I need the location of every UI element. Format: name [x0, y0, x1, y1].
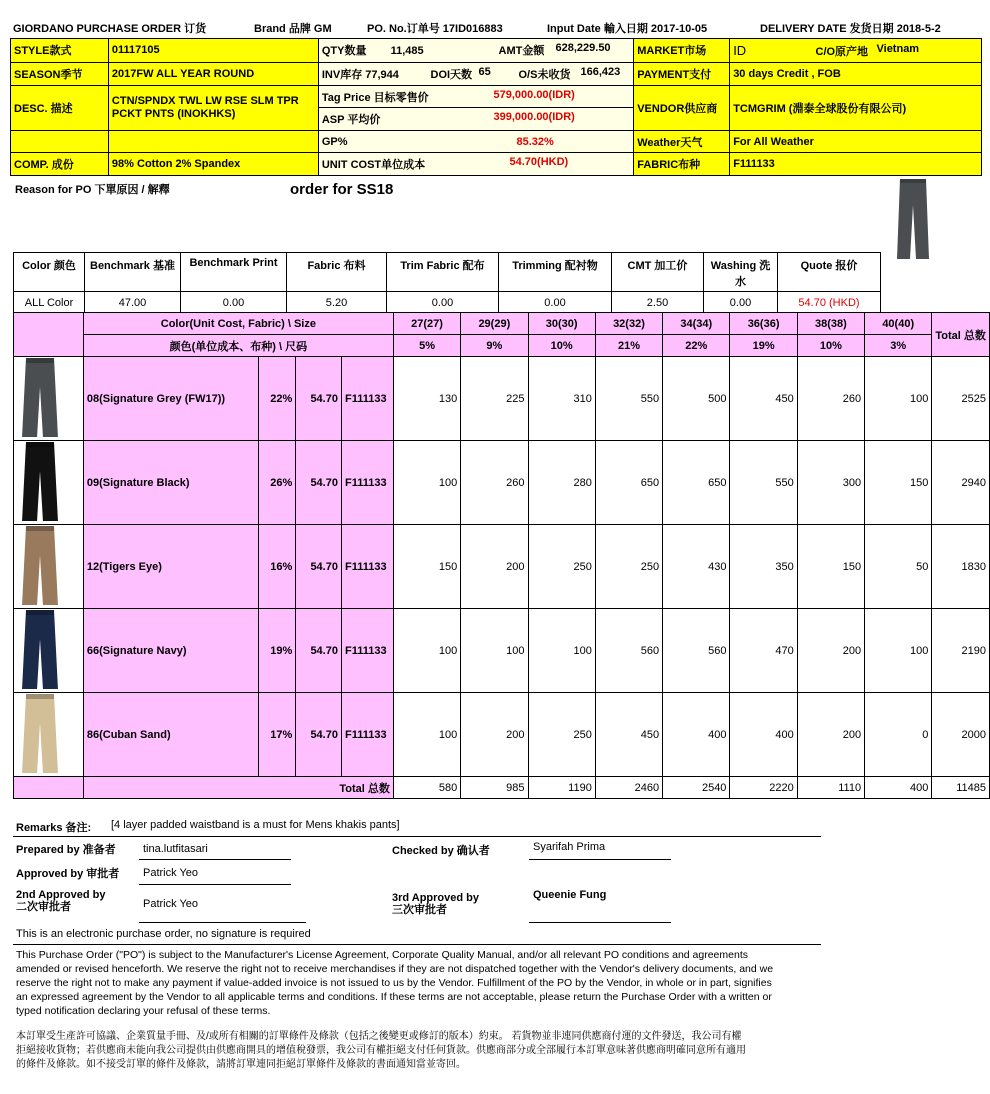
- co-value: Vietnam: [876, 42, 920, 55]
- inv-value: 77,944: [365, 68, 399, 81]
- size-pct-36: 19%: [730, 335, 797, 357]
- style-value: 01117105: [108, 39, 318, 63]
- qty-cell: 450: [730, 357, 797, 441]
- qty-cell: 100: [393, 693, 460, 777]
- terms-en-line: amended or revised henceforth. We reserve the right not to receive merchandises if they are not dispatched together with the Vendor's delivery documents, and we: [16, 963, 774, 975]
- tag-price-cell: [318, 86, 633, 108]
- cost-value-washing: 0.00: [704, 292, 778, 315]
- color-fabric: F111133: [341, 441, 393, 525]
- color-name: 86(Cuban Sand): [83, 693, 259, 777]
- third-approved-value: Queenie Fung: [533, 889, 607, 901]
- size-30: 30(30): [528, 313, 595, 335]
- cost-value-benchmark-print: 0.00: [181, 292, 287, 315]
- desc-line-2: PCKT PNTS (INOKHKS): [111, 107, 236, 120]
- qty-cell: 550: [730, 441, 797, 525]
- total-29: 985: [461, 777, 528, 799]
- electronic-note: This is an electronic purchase order, no signature is required: [16, 928, 311, 940]
- qty-cell: 200: [461, 693, 528, 777]
- color-name: 66(Signature Navy): [83, 609, 259, 693]
- grand-total: 11485: [932, 777, 990, 799]
- desc-line-1: CTN/SPNDX TWL LW RSE SLM TPR: [111, 94, 299, 107]
- market-label: MARKET市场: [634, 39, 730, 63]
- color-cost: 54.70: [296, 609, 342, 693]
- size-pct-40: 3%: [865, 335, 932, 357]
- size-pct-34: 22%: [663, 335, 730, 357]
- market-value: ID: [733, 42, 747, 58]
- terms-zh-line: 拒絕接收貨物；若供應商未能向我公司提供由供應商開具的增值稅發票，我公司有權拒絕支付任何貨款。供應商部分或全部履行本訂單意味著供應商明確同意所有適用: [16, 1045, 746, 1056]
- color-row: [14, 609, 990, 693]
- qty-cell: 0: [865, 693, 932, 777]
- qty-cell: 150: [797, 525, 864, 609]
- qty-cell: 430: [663, 525, 730, 609]
- cost-header-cmt: CMT 加工价: [612, 253, 704, 292]
- color-name: 12(Tigers Eye): [83, 525, 259, 609]
- qty-cell: 650: [595, 441, 662, 525]
- pants-thumbnail: [14, 693, 78, 773]
- cost-header-row: [14, 253, 881, 292]
- total-30: 1190: [528, 777, 595, 799]
- totals-row: [14, 777, 990, 799]
- pants-thumbnail: [14, 525, 78, 605]
- size-quantity-table: [13, 312, 990, 799]
- desc-label: DESC. 描述: [11, 86, 109, 131]
- po-number: PO. No.订单号 17ID016883: [367, 23, 503, 35]
- size-header-row: [14, 313, 990, 335]
- color-fabric: F111133: [341, 609, 393, 693]
- prepared-underline: [139, 859, 291, 860]
- terms-en-line: an expressed agreement by the Vendor to all applicable terms and conditions. If these terms are not acceptable, please return the Purchase Order with a written or: [16, 991, 772, 1003]
- color-swatch-cell: [14, 693, 84, 777]
- vendor-label: VENDOR供应商: [634, 86, 730, 131]
- checked-underline: [529, 859, 671, 860]
- qty-cell: 130: [393, 357, 460, 441]
- cost-breakdown-table: [13, 252, 881, 315]
- color-swatch-cell: [14, 357, 84, 441]
- checked-value: Syarifah Prima: [533, 841, 606, 853]
- size-29: 29(29): [461, 313, 528, 335]
- second-approved-value: Patrick Yeo: [143, 898, 199, 910]
- prepared-value: tina.lutfitasari: [143, 843, 208, 855]
- size-pct-38: 10%: [797, 335, 864, 357]
- qty-cell: 50: [865, 525, 932, 609]
- color-fabric: F111133: [341, 693, 393, 777]
- product-image: [894, 177, 932, 261]
- size-pct-32: 21%: [595, 335, 662, 357]
- fabric-value: F111133: [730, 153, 982, 176]
- gp-value: 85.32%: [516, 135, 554, 148]
- fabric-label: FABRIC布种: [634, 153, 730, 176]
- qty-cell: 100: [865, 609, 932, 693]
- amt-label: AMT金额: [498, 45, 545, 58]
- asp-value: 399,000.00(IDR): [493, 111, 575, 124]
- inv-label: INV库存: [321, 68, 363, 81]
- qty-cell: 100: [528, 609, 595, 693]
- terms-divider: [13, 944, 821, 945]
- qty-cell: 100: [393, 609, 460, 693]
- size-40: 40(40): [865, 313, 932, 335]
- qty-cell: 650: [663, 441, 730, 525]
- company-title: GIORDANO PURCHASE ORDER 订货: [13, 23, 207, 35]
- color-cost: 54.70: [296, 357, 342, 441]
- cost-value-benchmark: 47.00: [85, 292, 181, 315]
- third-approved-underline: [529, 922, 671, 923]
- weather-value: For All Weather: [730, 130, 982, 152]
- os-value: 166,423: [580, 65, 621, 78]
- size-table-title-zh: 颜色(单位成本、布种) \ 尺码: [83, 335, 393, 357]
- totals-blank: [14, 777, 84, 799]
- terms-en-line: This Purchase Order ("PO") is subject to the Manufacturer's License Agreement, Corporate Quality Manual, and/or all relevant PO conditions and agreements: [16, 949, 748, 961]
- prepared-label: Prepared by 准备者: [16, 844, 116, 856]
- input-date: Input Date 輸入日期 2017-10-05: [547, 23, 708, 35]
- remarks-value: [4 layer padded waistband is a must for Mens khakis pants]: [111, 819, 400, 831]
- qty-cell: 100: [393, 441, 460, 525]
- cost-header-washing: Washing 洗水: [704, 253, 778, 292]
- terms-chinese: [16, 1030, 824, 1072]
- color-pct: 19%: [259, 609, 296, 693]
- size-34: 34(34): [663, 313, 730, 335]
- qty-cell: 350: [730, 525, 797, 609]
- size-27: 27(27): [393, 313, 460, 335]
- remarks-divider: [13, 836, 821, 837]
- qty-cell: 500: [663, 357, 730, 441]
- pants-thumbnail: [14, 357, 78, 437]
- qty-cell: 250: [595, 525, 662, 609]
- qty-cell: 200: [797, 609, 864, 693]
- color-fabric: F111133: [341, 525, 393, 609]
- tag-price-label: Tag Price 目标零售价: [321, 91, 429, 104]
- second-approved-underline: [139, 922, 306, 923]
- color-row: [14, 693, 990, 777]
- total-32: 2460: [595, 777, 662, 799]
- size-pct-29: 9%: [461, 335, 528, 357]
- qty-cell: 300: [797, 441, 864, 525]
- tag-price-value: 579,000.00(IDR): [493, 88, 575, 101]
- color-cost: 54.70: [296, 525, 342, 609]
- total-header: Total 总数: [932, 313, 990, 357]
- color-swatch-cell: [14, 441, 84, 525]
- color-row: [14, 441, 990, 525]
- size-32: 32(32): [595, 313, 662, 335]
- unit-cost-value: 54.70(HKD): [509, 156, 569, 169]
- color-swatch-cell: [14, 525, 84, 609]
- qty-cell: 200: [797, 693, 864, 777]
- cost-value-trimming: 0.00: [499, 292, 612, 315]
- qty-cell: 225: [461, 357, 528, 441]
- unit-cost-cell: [318, 153, 633, 176]
- qty-cell: 560: [595, 609, 662, 693]
- qty-cell: 250: [528, 525, 595, 609]
- total-27: 580: [393, 777, 460, 799]
- reason-value: order for SS18: [290, 181, 394, 198]
- approved-label: Approved by 审批者: [16, 868, 120, 880]
- brand: Brand 品牌 GM: [254, 23, 332, 35]
- color-pct: 17%: [259, 693, 296, 777]
- remarks-label: Remarks 备注:: [16, 822, 92, 834]
- unit-cost-label: UNIT COST单位成本: [321, 159, 426, 172]
- cost-value-quote: 54.70 (HKD): [778, 292, 881, 315]
- comp-value: 98% Cotton 2% Spandex: [108, 153, 318, 176]
- second-approved-label: [16, 889, 105, 913]
- qty-cell: 560: [663, 609, 730, 693]
- style-label: STYLE款式: [11, 39, 109, 63]
- inv-cell: [318, 62, 633, 86]
- header-blank: [14, 313, 84, 357]
- payment-label: PAYMENT支付: [634, 62, 730, 86]
- color-row: [14, 525, 990, 609]
- row-total: 2190: [932, 609, 990, 693]
- qty-cell: 100: [461, 609, 528, 693]
- size-pct-row: [14, 335, 990, 357]
- qty-amt-cell: [318, 39, 633, 63]
- second-approved-label-en: 2nd Approved by: [16, 889, 106, 901]
- blank-value: [108, 130, 318, 152]
- total-36: 2220: [730, 777, 797, 799]
- blank-label: [11, 130, 109, 152]
- qty-cell: 280: [528, 441, 595, 525]
- vendor-value: TCMGRIM (淵泰全球股份有限公司): [730, 86, 982, 131]
- qty-cell: 100: [865, 357, 932, 441]
- row-total: 1830: [932, 525, 990, 609]
- season-value: 2017FW ALL YEAR ROUND: [108, 62, 318, 86]
- qty-cell: 400: [663, 693, 730, 777]
- asp-cell: [318, 108, 633, 130]
- cost-header-trim-fabric: Trim Fabric 配布: [387, 253, 499, 292]
- po-info-table: [10, 38, 982, 176]
- desc-value: [108, 86, 318, 131]
- row-total: 2000: [932, 693, 990, 777]
- co-label: C/O原产地: [815, 45, 869, 58]
- third-approved-label-en: 3rd Approved by: [392, 892, 479, 904]
- checked-label: Checked by 确认者: [392, 845, 490, 857]
- weather-label: Weather天气: [634, 130, 730, 152]
- cost-header-trimming: Trimming 配衬物: [499, 253, 612, 292]
- qty-cell: 400: [730, 693, 797, 777]
- color-swatch-cell: [14, 609, 84, 693]
- approved-value: Patrick Yeo: [143, 867, 199, 879]
- qty-cell: 470: [730, 609, 797, 693]
- qty-cell: 150: [865, 441, 932, 525]
- terms-zh-line: 的條件及條款。如不接受訂單的條件及條款，請將訂單連同拒絕訂單條件及條款的書面通知當並寄回。: [16, 1059, 466, 1070]
- qty-cell: 550: [595, 357, 662, 441]
- color-name: 08(Signature Grey (FW17)): [83, 357, 259, 441]
- cost-value-fabric: 5.20: [287, 292, 387, 315]
- terms-zh-line: 本訂單受生產許可協議、企業質量手冊、及/或所有相關的訂單條件及條款（包括之後變更或修訂的版本）約束。 若貨物並非連同供應商付運的文件發送，我公司有權: [16, 1031, 742, 1042]
- terms-en-line: reserve the right not to make any payment if value-added invoice is not issued to us by the Vendor. Fulfillment of the PO by the Vendor, in whole or in part, signifies: [16, 977, 772, 989]
- cost-value-cmt: 2.50: [612, 292, 704, 315]
- qty-cell: 200: [461, 525, 528, 609]
- gp-cell: [318, 130, 633, 152]
- color-pct: 22%: [259, 357, 296, 441]
- cost-header-benchmark-print: Benchmark Print: [181, 253, 287, 292]
- third-approved-label-zh: 三次审批者: [392, 904, 447, 916]
- qty-label: QTY数量: [321, 45, 367, 58]
- color-name: 09(Signature Black): [83, 441, 259, 525]
- comp-label: COMP. 成份: [11, 153, 109, 176]
- second-approved-label-zh: 二次审批者: [16, 901, 71, 913]
- totals-label: Total 总数: [83, 777, 393, 799]
- row-total: 2525: [932, 357, 990, 441]
- qty-cell: 310: [528, 357, 595, 441]
- total-34: 2540: [663, 777, 730, 799]
- delivery-date: DELIVERY DATE 发货日期 2018-5-2: [760, 23, 941, 35]
- total-40: 400: [865, 777, 932, 799]
- color-pct: 26%: [259, 441, 296, 525]
- cost-header-quote: Quote 报价: [778, 253, 881, 292]
- asp-label: ASP 平均价: [321, 114, 381, 127]
- color-cost: 54.70: [296, 441, 342, 525]
- cost-value-trim-fabric: 0.00: [387, 292, 499, 315]
- size-pct-27: 5%: [393, 335, 460, 357]
- qty-cell: 260: [797, 357, 864, 441]
- terms-english: [16, 948, 824, 1018]
- os-label: O/S未收货: [518, 68, 571, 81]
- market-co-cell: [730, 39, 982, 63]
- size-36: 36(36): [730, 313, 797, 335]
- qty-value: 11,485: [390, 45, 424, 58]
- total-38: 1110: [797, 777, 864, 799]
- amt-value: 628,229.50: [555, 42, 611, 55]
- cost-header-fabric: Fabric 布料: [287, 253, 387, 292]
- qty-cell: 260: [461, 441, 528, 525]
- size-38: 38(38): [797, 313, 864, 335]
- gp-label: GP%: [321, 135, 348, 148]
- qty-cell: 450: [595, 693, 662, 777]
- color-cost: 54.70: [296, 693, 342, 777]
- terms-en-line: typed notification declaring your refusal of these terms.: [16, 1005, 271, 1017]
- cost-header-color: Color 颜色: [14, 253, 85, 292]
- payment-value: 30 days Credit , FOB: [730, 62, 982, 86]
- qty-cell: 250: [528, 693, 595, 777]
- color-row: [14, 357, 990, 441]
- qty-cell: 150: [393, 525, 460, 609]
- size-pct-30: 10%: [528, 335, 595, 357]
- color-fabric: F111133: [341, 357, 393, 441]
- color-pct: 16%: [259, 525, 296, 609]
- cost-value-color: ALL Color: [14, 292, 85, 315]
- doi-label: DOI天数: [430, 68, 473, 81]
- pants-thumbnail: [14, 609, 78, 689]
- row-total: 2940: [932, 441, 990, 525]
- cost-header-benchmark: Benchmark 基准: [85, 253, 181, 292]
- season-label: SEASON季节: [11, 62, 109, 86]
- pants-thumbnail: [14, 441, 78, 521]
- size-table-title: Color(Unit Cost, Fabric) \ Size: [83, 313, 393, 335]
- approved-underline: [139, 884, 291, 885]
- doi-value: 65: [478, 65, 491, 78]
- third-approved-label: [392, 892, 479, 916]
- reason-label: Reason for PO 下單原因 / 解釋: [15, 184, 170, 196]
